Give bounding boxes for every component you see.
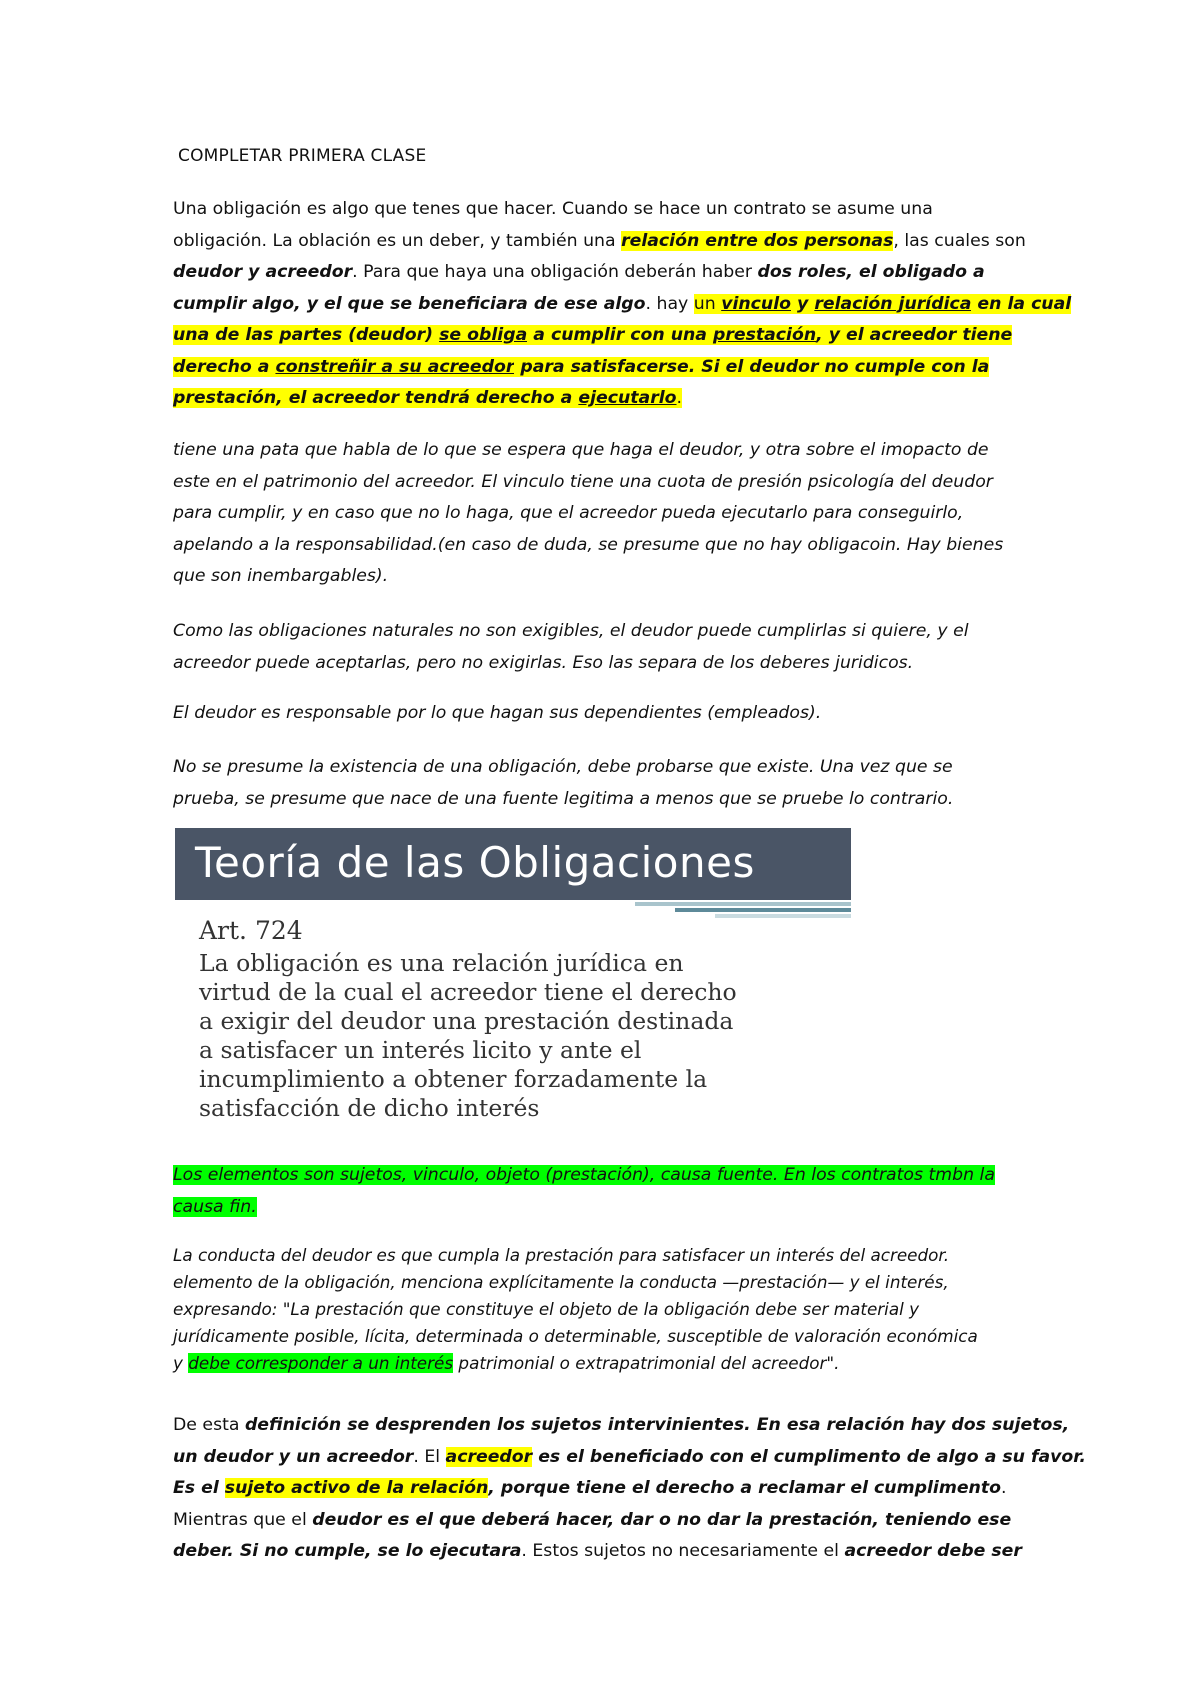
text-run: Una obligación es algo que tenes que hacer. Cuando se hace un contrato se asume una xyxy=(173,199,933,219)
highlight-run: , y el acreedor tiene xyxy=(816,325,1013,345)
document-title: COMPLETAR PRIMERA CLASE xyxy=(178,146,427,166)
text-line xyxy=(173,289,1072,321)
slide-heading: Teoría de las Obligaciones xyxy=(195,838,755,887)
text-run: dos roles, el obligado a xyxy=(757,262,985,282)
highlight-run: prestación, el acreedor tendrá derecho a xyxy=(173,388,579,408)
text-line xyxy=(173,1350,1043,1377)
highlight-elementos: Los elementos son sujetos, vinculo, objeto (prestación), causa fuente. En los contratos tmbn la xyxy=(173,1165,995,1185)
paragraph-presuncion xyxy=(173,752,1043,815)
text-line: La conducta del deudor es que cumpla la prestación para satisfacer un interés del acreedor. xyxy=(173,1245,950,1265)
text-line xyxy=(173,257,1043,289)
slide-header xyxy=(175,828,851,900)
text-run: un deudor y un acreedor xyxy=(173,1446,414,1467)
slide-stripe xyxy=(675,908,851,912)
highlight-run: derecho a xyxy=(173,356,276,377)
slide-text-line: virtud de la cual el acreedor tiene el derecho xyxy=(199,978,737,1006)
highlight-run: para satisfacerse. Si el deudor no cumple con la xyxy=(514,356,990,377)
paragraph-deudor-responsable xyxy=(173,698,1043,730)
highlight-run: una de las partes (deudor) xyxy=(173,325,440,345)
text-line xyxy=(173,1192,1043,1224)
text-line: este en el patrimonio del acreedor. El vinculo tiene una cuota de presión psicología del deudor xyxy=(173,471,993,492)
slide-image-teoria-obligaciones xyxy=(175,828,851,1126)
text-line: elemento de la obligación, menciona explícitamente la conducta —prestación— y el interés, xyxy=(173,1272,949,1292)
text-line: tiene una pata que habla de lo que se espera que haga el deudor, y otra sobre el imopacto de xyxy=(173,440,989,460)
highlight-vinculo: vinculo xyxy=(721,293,792,314)
text-line: que son inembargables). xyxy=(173,566,389,586)
paragraph-obligacion-definicion xyxy=(173,194,1072,415)
text-line: Como las obligaciones naturales no son exigibles, el deudor puede cumplirlas si quiere, y el xyxy=(173,621,969,641)
text-run: , las cuales son xyxy=(893,230,1026,251)
text-line xyxy=(173,1473,1043,1505)
highlight-run: y xyxy=(791,293,815,314)
paragraph-pata-deudor xyxy=(173,435,1043,593)
text-line: para cumplir, y en caso que no lo haga, que el acreedor pueda ejecutarlo para conseguirlo, xyxy=(173,503,964,523)
slide-text xyxy=(199,949,839,1123)
highlight-run: un xyxy=(693,293,722,314)
text-line: El deudor es responsable por lo que hagan sus dependientes (empleados). xyxy=(173,703,822,723)
text-run: Mientras que el xyxy=(173,1509,313,1530)
text-line xyxy=(173,1442,1086,1474)
text-line xyxy=(173,1505,1043,1537)
highlight-relacion: relación entre dos personas xyxy=(621,230,894,251)
highlight-prestacion: prestación xyxy=(712,325,817,345)
text-run: deudor es el que deberá hacer, dar o no dar la prestación, teniendo ese xyxy=(312,1509,1012,1530)
highlight-acreedor: acreedor xyxy=(445,1446,533,1467)
slide-text-line: incumplimiento a obtener forzadamente la xyxy=(199,1065,708,1093)
text-line xyxy=(173,1536,1043,1568)
text-run: . xyxy=(1000,1478,1007,1498)
slide-text-line: a satisfacer un interés licito y ante el xyxy=(199,1036,642,1064)
text-run: Es el xyxy=(173,1478,225,1498)
text-run: obligación. La oblación es un deber, y también una xyxy=(173,230,622,251)
highlight-interes: debe corresponder a un interés xyxy=(188,1353,454,1373)
text-run: . El xyxy=(413,1446,446,1467)
text-line xyxy=(173,194,1043,226)
highlight-relacion-juridica: relación jurídica xyxy=(814,293,972,314)
slide-text-line: a exigir del deudor una prestación destinada xyxy=(199,1007,734,1035)
text-line xyxy=(173,1160,1043,1192)
text-line: apelando a la responsabilidad.(en caso de duda, se presume que no hay obligacoin. Hay bienes xyxy=(173,534,1004,555)
slide-text-line: satisfacción de dicho interés xyxy=(199,1094,540,1122)
text-run: definición se desprenden los sujetos intervinientes. En esa relación hay dos sujetos, xyxy=(244,1415,1070,1435)
text-run: . hay xyxy=(645,293,694,314)
slide-body xyxy=(199,916,839,1123)
highlight-run: en la cual xyxy=(971,293,1072,314)
highlight-run: a cumplir con una xyxy=(527,325,713,345)
text-run: . Estos sujetos no necesariamente el xyxy=(521,1541,845,1561)
text-run: es el beneficiado con el cumplimento de algo a su favor. xyxy=(532,1446,1086,1467)
text-run: deber. Si no cumple, se lo ejecutara xyxy=(173,1541,522,1561)
paragraph-conducta-deudor xyxy=(173,1242,1043,1377)
highlight-ejecutarlo: ejecutarlo xyxy=(578,388,677,408)
slide-stripe xyxy=(635,902,851,906)
text-line: acreedor puede aceptarlas, pero no exigirlas. Eso las separa de los deberes juridicos. xyxy=(173,652,914,673)
text-run: y xyxy=(173,1353,189,1373)
text-run: acreedor debe ser xyxy=(844,1541,1022,1561)
text-line: expresando: "La prestación que constituye el objeto de la obligación debe ser material y xyxy=(173,1299,920,1319)
text-line xyxy=(173,226,1043,258)
text-run: cumplir algo, y el que se beneficiara de ese algo xyxy=(173,293,646,314)
text-run: , porque tiene el derecho a reclamar el cumplimento xyxy=(488,1478,1001,1498)
paragraph-obligaciones-naturales xyxy=(173,616,1043,679)
text-line: No se presume la existencia de una obligación, debe probarse que existe. Una vez que se xyxy=(173,757,953,777)
text-line: jurídicamente posible, lícita, determinada o determinable, susceptible de valoración económica xyxy=(173,1326,978,1346)
text-line xyxy=(173,320,1043,352)
highlight-elementos: causa fin. xyxy=(173,1196,257,1217)
slide-text-line: La obligación es una relación jurídica en xyxy=(199,949,684,977)
highlight-constrenir: constreñir a su acreedor xyxy=(275,356,515,377)
text-line xyxy=(173,1410,1070,1442)
text-run: deudor y acreedor xyxy=(173,262,353,282)
text-run: patrimonial o extrapatrimonial del acreedor". xyxy=(453,1353,840,1373)
slide-article-number: Art. 724 xyxy=(199,916,303,945)
text-line xyxy=(173,383,1043,415)
paragraph-elementos xyxy=(173,1160,1043,1223)
highlight-run: . xyxy=(676,388,683,408)
text-line xyxy=(173,352,1043,384)
highlight-se-obliga: se obliga xyxy=(439,325,528,345)
text-line: prueba, se presume que nace de una fuente legitima a menos que se pruebe lo contrario. xyxy=(173,788,954,809)
text-run: . Para que haya una obligación deberán haber xyxy=(352,262,758,282)
paragraph-sujetos xyxy=(173,1410,1086,1568)
highlight-sujeto-activo: sujeto activo de la relación xyxy=(224,1478,489,1498)
text-run: De esta xyxy=(173,1415,245,1435)
